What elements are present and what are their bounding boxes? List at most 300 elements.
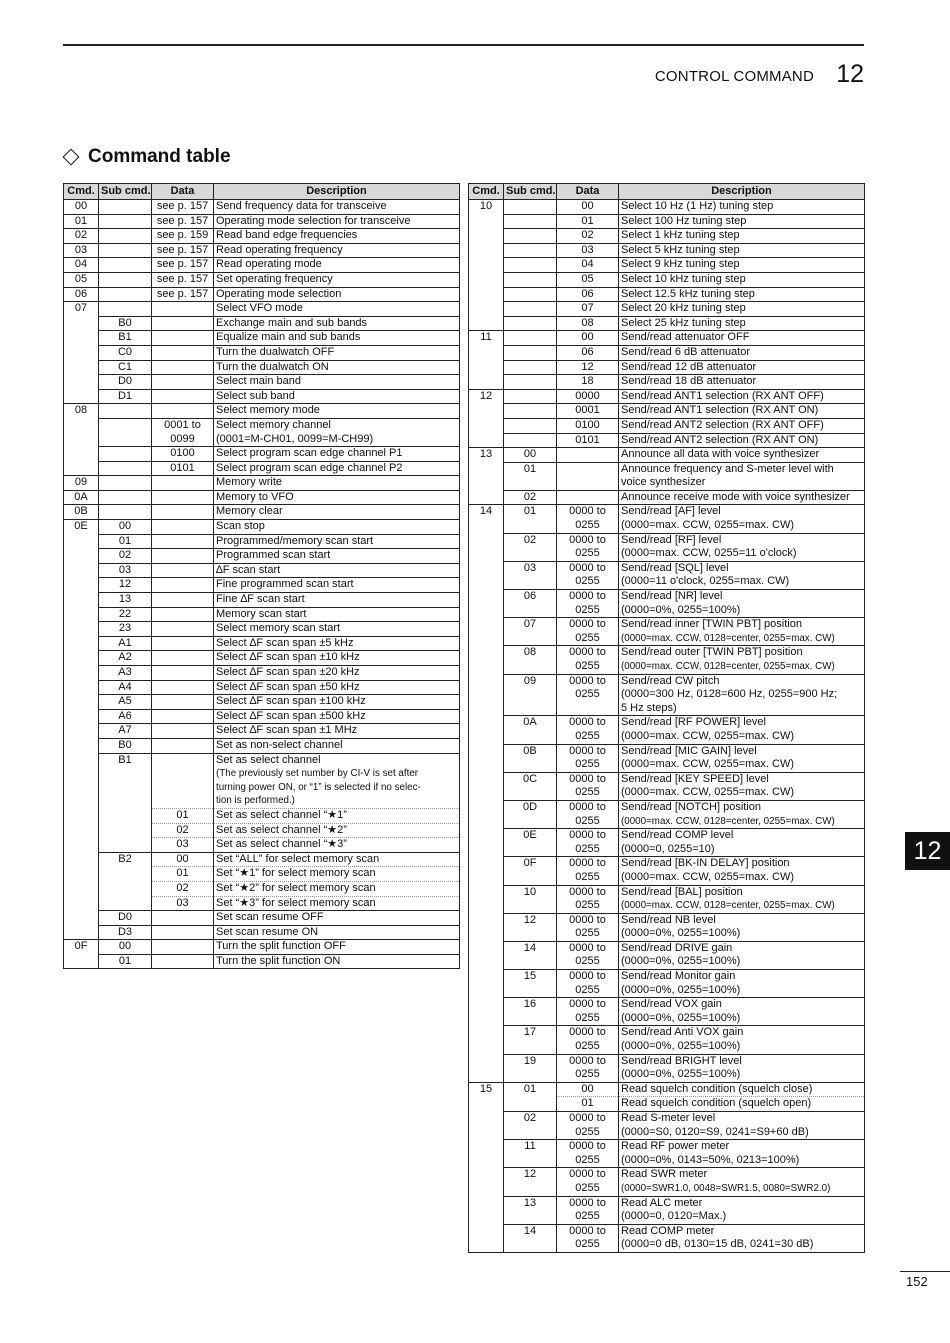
sub-cmd-cell: 00 (99, 940, 152, 955)
description-cell: Fine ∆F scan start (214, 593, 460, 608)
table-row (64, 461, 460, 476)
description-cell: Memory clear (214, 505, 460, 520)
sub-cmd-cell: B0 (99, 316, 152, 331)
description-cell: Read operating frequency (214, 243, 460, 258)
table-row (469, 1097, 865, 1112)
data-cell (152, 636, 214, 651)
sub-cmd-cell: 13 (99, 593, 152, 608)
table-row (469, 618, 865, 646)
sub-cmd-cell: 03 (504, 561, 557, 589)
sub-cmd-cell (504, 1097, 557, 1112)
description-cell: Send/read VOX gain (0000=0%, 0255=100%) (619, 998, 865, 1026)
sub-cmd-cell (504, 258, 557, 273)
data-cell: 01 (152, 867, 214, 882)
data-cell: 0000 to 0255 (557, 561, 619, 589)
cmd-cell (469, 214, 504, 229)
table-row (64, 881, 460, 896)
command-table-left-body (64, 200, 460, 969)
table-row (469, 885, 865, 913)
data-cell (152, 724, 214, 739)
sub-cmd-cell: 17 (504, 1026, 557, 1054)
table-row (64, 823, 460, 838)
data-cell: 0000 to 0255 (557, 590, 619, 618)
cmd-cell (469, 272, 504, 287)
description-cell: Set as select channel “★3” (214, 838, 460, 853)
data-cell (152, 520, 214, 535)
description-cell: Set as select channel (The previously set number by CI-V is set after turning power ON, or “1” is selected if no selec- tion is performed.) (214, 753, 460, 808)
sub-cmd-cell: 02 (504, 490, 557, 505)
cmd-cell (64, 461, 99, 476)
cmd-cell: 0A (64, 490, 99, 505)
table-row (64, 214, 460, 229)
description-cell: ∆F scan start (214, 563, 460, 578)
section-heading (63, 146, 231, 168)
table-row (469, 490, 865, 505)
description-cell: Select ∆F scan span ±20 kHz (214, 666, 460, 681)
cmd-cell (64, 316, 99, 331)
data-cell: 0000 to 0255 (557, 913, 619, 941)
sub-cmd-cell (99, 476, 152, 491)
sub-cmd-cell: A1 (99, 636, 152, 651)
sub-cmd-cell (99, 272, 152, 287)
col-header-sub-cmd: Sub cmd. (99, 184, 152, 200)
sub-cmd-cell: 09 (504, 674, 557, 716)
description-cell: Send/read DRIVE gain (0000=0%, 0255=100%) (619, 941, 865, 969)
sub-cmd-cell: 01 (99, 954, 152, 969)
description-cell: Select 12.5 kHz tuning step (619, 287, 865, 302)
col-header-sub-cmd: Sub cmd. (504, 184, 557, 200)
cmd-cell (469, 1224, 504, 1252)
sub-cmd-cell: 0E (504, 829, 557, 857)
table-row (64, 578, 460, 593)
cmd-cell (64, 925, 99, 940)
sub-cmd-cell: 00 (99, 520, 152, 535)
data-cell: 06 (557, 345, 619, 360)
command-table-right-body (469, 200, 865, 1253)
table-row (64, 360, 460, 375)
cmd-cell (64, 823, 99, 838)
table-row (469, 214, 865, 229)
description-cell: Programmed scan start (214, 549, 460, 564)
description-cell: Read S-meter level (0000=S0, 0120=S9, 0241=S9+60 dB) (619, 1112, 865, 1140)
sub-cmd-cell (504, 404, 557, 419)
cmd-cell (64, 724, 99, 739)
description-cell: Send/read ANT1 selection (RX ANT OFF) (619, 389, 865, 404)
description-cell: Select program scan edge channel P2 (214, 461, 460, 476)
table-row (64, 738, 460, 753)
table-row (469, 360, 865, 375)
data-cell (152, 680, 214, 695)
data-cell: 0000 to 0255 (557, 800, 619, 828)
cmd-cell (64, 389, 99, 404)
cmd-cell: 14 (469, 505, 504, 533)
sub-cmd-cell: 0B (504, 744, 557, 772)
sub-cmd-cell: 22 (99, 607, 152, 622)
data-cell: 02 (557, 229, 619, 244)
data-cell (152, 404, 214, 419)
data-cell: 0000 to 0255 (557, 998, 619, 1026)
data-cell (152, 549, 214, 564)
chapter-side-tab: 12 (905, 832, 950, 870)
table-row (64, 229, 460, 244)
sub-cmd-cell (99, 808, 152, 823)
sub-cmd-cell: 03 (99, 563, 152, 578)
sub-cmd-cell (504, 360, 557, 375)
table-row (64, 404, 460, 419)
data-cell: 06 (557, 287, 619, 302)
sub-cmd-cell: 14 (504, 941, 557, 969)
description-cell: Set “★1” for select memory scan (214, 867, 460, 882)
cmd-cell: 12 (469, 389, 504, 404)
command-table-left (63, 183, 460, 969)
data-cell (557, 490, 619, 505)
cmd-cell (64, 331, 99, 346)
cmd-cell: 13 (469, 448, 504, 463)
data-cell: 0101 (152, 461, 214, 476)
description-cell: Announce all data with voice synthesizer (619, 448, 865, 463)
sub-cmd-cell (504, 272, 557, 287)
data-cell: 0001 (557, 404, 619, 419)
data-cell: 0000 to 0255 (557, 533, 619, 561)
table-row (64, 258, 460, 273)
data-cell (152, 738, 214, 753)
description-cell: Send/read [SQL] level (0000=11 o'clock, 0255=max. CW) (619, 561, 865, 589)
description-cell: Read COMP meter (0000=0 dB, 0130=15 dB, 0241=30 dB) (619, 1224, 865, 1252)
table-row (469, 744, 865, 772)
table-row (469, 716, 865, 744)
table-row (64, 287, 460, 302)
data-cell: 0000 to 0255 (557, 829, 619, 857)
data-cell: 0000 to 0255 (557, 857, 619, 885)
diamond-icon (63, 149, 80, 166)
sub-cmd-cell (99, 404, 152, 419)
description-cell: Turn the split function ON (214, 954, 460, 969)
table-row (64, 651, 460, 666)
sub-cmd-cell (99, 896, 152, 911)
sub-cmd-cell: 06 (504, 590, 557, 618)
description-cell: Read RF power meter (0000=0%, 0143=50%, 0213=100%) (619, 1140, 865, 1168)
data-cell: 03 (152, 896, 214, 911)
table-row (469, 418, 865, 433)
cmd-cell (469, 302, 504, 317)
data-cell (152, 753, 214, 808)
sub-cmd-cell: 12 (99, 578, 152, 593)
table-row (469, 389, 865, 404)
description-cell: Send/read CW pitch (0000=300 Hz, 0128=600 Hz, 0255=900 Hz; 5 Hz steps) (619, 674, 865, 716)
description-cell: Select 9 kHz tuning step (619, 258, 865, 273)
data-cell (152, 925, 214, 940)
data-cell (152, 331, 214, 346)
sub-cmd-cell: D1 (99, 389, 152, 404)
sub-cmd-cell: 01 (99, 534, 152, 549)
table-row (64, 680, 460, 695)
data-cell: see p. 157 (152, 287, 214, 302)
description-cell: Send/read [BAL] position (0000=max. CCW, 0128=center, 0255=max. CW) (619, 885, 865, 913)
cmd-cell (469, 375, 504, 390)
col-header-description: Description (619, 184, 865, 200)
sub-cmd-cell: B1 (99, 331, 152, 346)
cmd-cell (64, 418, 99, 446)
data-cell: 00 (557, 331, 619, 346)
table-row (469, 287, 865, 302)
sub-cmd-cell (99, 447, 152, 462)
cmd-cell (469, 998, 504, 1026)
cmd-cell (64, 345, 99, 360)
data-cell: 0000 to 0255 (557, 646, 619, 674)
cmd-cell (469, 913, 504, 941)
cmd-cell (469, 433, 504, 448)
sub-cmd-cell (99, 214, 152, 229)
cmd-cell (469, 1140, 504, 1168)
data-cell (152, 345, 214, 360)
sub-cmd-cell: 0C (504, 772, 557, 800)
cmd-cell (64, 666, 99, 681)
sub-cmd-cell: 02 (99, 549, 152, 564)
sub-cmd-cell: 11 (504, 1140, 557, 1168)
sub-cmd-cell: 10 (504, 885, 557, 913)
sub-cmd-cell (504, 389, 557, 404)
cmd-cell (469, 1054, 504, 1082)
cmd-cell: 0E (64, 520, 99, 535)
sub-cmd-cell (99, 258, 152, 273)
cmd-cell (64, 447, 99, 462)
description-cell: Select 25 kHz tuning step (619, 316, 865, 331)
cmd-cell (64, 709, 99, 724)
data-cell: 02 (152, 823, 214, 838)
description-cell: Programmed/memory scan start (214, 534, 460, 549)
cmd-cell (469, 970, 504, 998)
description-cell: Read ALC meter (0000=0, 0120=Max.) (619, 1196, 865, 1224)
cmd-cell: 09 (64, 476, 99, 491)
description-cell: Send/read ANT2 selection (RX ANT ON) (619, 433, 865, 448)
table-row (469, 590, 865, 618)
cmd-cell: 10 (469, 200, 504, 215)
data-cell: 0000 to 0255 (557, 1224, 619, 1252)
table-row (469, 941, 865, 969)
description-cell: Set “★2” for select memory scan (214, 881, 460, 896)
table-row (469, 646, 865, 674)
cmd-cell (64, 896, 99, 911)
table-row (64, 549, 460, 564)
sub-cmd-cell: 19 (504, 1054, 557, 1082)
description-cell: Memory write (214, 476, 460, 491)
table-row (64, 476, 460, 491)
sub-cmd-cell: 01 (504, 505, 557, 533)
description-cell: Turn the dualwatch OFF (214, 345, 460, 360)
col-header-cmd: Cmd. (64, 184, 99, 200)
description-cell: Select 5 kHz tuning step (619, 243, 865, 258)
data-cell: see p. 157 (152, 243, 214, 258)
description-cell: Memory to VFO (214, 490, 460, 505)
table-row (469, 913, 865, 941)
cmd-cell: 00 (64, 200, 99, 215)
data-cell: 04 (557, 258, 619, 273)
table-row (64, 389, 460, 404)
sub-cmd-cell (504, 433, 557, 448)
description-cell: Set operating frequency (214, 272, 460, 287)
sub-cmd-cell: 01 (504, 1082, 557, 1097)
description-cell: Set scan resume OFF (214, 911, 460, 926)
data-cell: 0000 to 0255 (557, 1196, 619, 1224)
data-cell (557, 448, 619, 463)
table-row (469, 316, 865, 331)
command-table-right (468, 183, 865, 1253)
cmd-cell (469, 857, 504, 885)
data-cell: 0000 (557, 389, 619, 404)
description-cell: Send/read COMP level (0000=0, 0255=10) (619, 829, 865, 857)
data-cell (152, 302, 214, 317)
data-cell: 0000 to 0255 (557, 970, 619, 998)
data-cell (152, 607, 214, 622)
description-cell: Send/read NB level (0000=0%, 0255=100%) (619, 913, 865, 941)
description-cell: Set “ALL” for select memory scan (214, 852, 460, 867)
table-row (64, 940, 460, 955)
description-cell: Select VFO mode (214, 302, 460, 317)
description-range: (0000=SWR1.0, 0048=SWR1.5, 0080=SWR2.0) (621, 1182, 831, 1194)
sub-cmd-cell: 0D (504, 800, 557, 828)
description-cell: Read operating mode (214, 258, 460, 273)
description-cell: Turn the dualwatch ON (214, 360, 460, 375)
data-cell: 01 (152, 808, 214, 823)
sub-cmd-cell (504, 345, 557, 360)
data-cell: 0000 to 0255 (557, 1168, 619, 1196)
description-cell: Select memory channel (0001=M-CH01, 0099=M-CH99) (214, 418, 460, 446)
sub-cmd-cell (504, 287, 557, 302)
data-cell: see p. 157 (152, 214, 214, 229)
cmd-cell (469, 646, 504, 674)
sub-cmd-cell: 02 (504, 533, 557, 561)
cmd-cell (469, 885, 504, 913)
description-cell: Select 10 kHz tuning step (619, 272, 865, 287)
table-row (469, 258, 865, 273)
description-cell: Memory scan start (214, 607, 460, 622)
sub-cmd-cell: C1 (99, 360, 152, 375)
sub-cmd-cell (99, 881, 152, 896)
cmd-cell (469, 772, 504, 800)
data-cell (152, 578, 214, 593)
description-cell: Announce frequency and S-meter level with voice synthesizer (619, 462, 865, 490)
table-row (64, 243, 460, 258)
data-cell (152, 490, 214, 505)
table-row (64, 563, 460, 578)
description-cell: Select 10 Hz (1 Hz) tuning step (619, 200, 865, 215)
description-cell: Announce receive mode with voice synthesizer (619, 490, 865, 505)
sub-cmd-cell: D0 (99, 375, 152, 390)
table-row (469, 302, 865, 317)
description-cell: Select memory mode (214, 404, 460, 419)
sub-cmd-cell (99, 243, 152, 258)
sub-cmd-cell (99, 867, 152, 882)
description-cell: Send/read [RF POWER] level (0000=max. CCW, 0255=max. CW) (619, 716, 865, 744)
data-cell: 01 (557, 1097, 619, 1112)
data-cell (152, 911, 214, 926)
table-row (64, 200, 460, 215)
data-cell: 0000 to 0255 (557, 772, 619, 800)
data-cell: see p. 157 (152, 258, 214, 273)
description-cell: Send/read [RF] level (0000=max. CCW, 0255=11 o'clock) (619, 533, 865, 561)
cmd-cell (469, 316, 504, 331)
description-cell: Read SWR meter (0000=SWR1.0, 0048=SWR1.5, 0080=SWR2.0) (619, 1168, 865, 1196)
description-cell: Select sub band (214, 389, 460, 404)
table-row (469, 674, 865, 716)
data-cell: 0000 to 0255 (557, 744, 619, 772)
cmd-cell (469, 674, 504, 716)
description-cell: Operating mode selection (214, 287, 460, 302)
description-cell: Read band edge frequencies (214, 229, 460, 244)
description-cell: Scan stop (214, 520, 460, 535)
sub-cmd-cell (504, 418, 557, 433)
description-cell: Send/read ANT2 selection (RX ANT OFF) (619, 418, 865, 433)
table-row (64, 808, 460, 823)
data-cell (152, 360, 214, 375)
sub-cmd-cell: 23 (99, 622, 152, 637)
sub-cmd-cell: 08 (504, 646, 557, 674)
table-row (469, 462, 865, 490)
sub-cmd-cell: B2 (99, 852, 152, 867)
sub-cmd-cell: D0 (99, 911, 152, 926)
cmd-cell: 05 (64, 272, 99, 287)
data-cell: 0000 to 0255 (557, 885, 619, 913)
data-cell: 0000 to 0255 (557, 1054, 619, 1082)
data-cell (152, 622, 214, 637)
table-row (64, 272, 460, 287)
data-cell: 03 (152, 838, 214, 853)
data-cell (152, 316, 214, 331)
cmd-cell (469, 800, 504, 828)
sub-cmd-cell (99, 838, 152, 853)
description-cell: Select ∆F scan span ±50 kHz (214, 680, 460, 695)
sub-cmd-cell: 13 (504, 1196, 557, 1224)
data-cell (152, 940, 214, 955)
cmd-cell (64, 607, 99, 622)
chapter-number: 12 (836, 60, 864, 88)
cmd-cell (469, 287, 504, 302)
sub-cmd-cell (504, 302, 557, 317)
data-cell: 00 (557, 1082, 619, 1097)
cmd-cell (64, 549, 99, 564)
description-cell: Select 100 Hz tuning step (619, 214, 865, 229)
sub-cmd-cell (99, 302, 152, 317)
data-cell: 05 (557, 272, 619, 287)
cmd-cell (64, 593, 99, 608)
data-cell (152, 593, 214, 608)
data-cell: 0000 to 0255 (557, 716, 619, 744)
data-cell (152, 563, 214, 578)
description-cell: Send/read [BK-IN DELAY] position (0000=max. CCW, 0255=max. CW) (619, 857, 865, 885)
description-note: (The previously set number by CI-V is set after turning power ON, or “1” is selected if no selec- tion is performed.) (216, 768, 421, 807)
table-row (64, 622, 460, 637)
table-row (64, 331, 460, 346)
table-row (64, 709, 460, 724)
sub-cmd-cell: A2 (99, 651, 152, 666)
sub-cmd-cell: B1 (99, 753, 152, 808)
description-cell: Send/read 12 dB attenuator (619, 360, 865, 375)
cmd-cell (469, 1112, 504, 1140)
table-row (469, 1196, 865, 1224)
sub-cmd-cell: 15 (504, 970, 557, 998)
description-cell: Set as select channel “★2” (214, 823, 460, 838)
cmd-cell: 11 (469, 331, 504, 346)
table-row (469, 800, 865, 828)
table-row (64, 607, 460, 622)
description-cell: Send/read outer [TWIN PBT] position (0000=max. CCW, 0128=center, 0255=max. CW) (619, 646, 865, 674)
cmd-cell (469, 716, 504, 744)
cmd-cell (469, 243, 504, 258)
cmd-cell (64, 867, 99, 882)
cmd-cell (64, 680, 99, 695)
cmd-cell (469, 744, 504, 772)
description-cell: Select 1 kHz tuning step (619, 229, 865, 244)
